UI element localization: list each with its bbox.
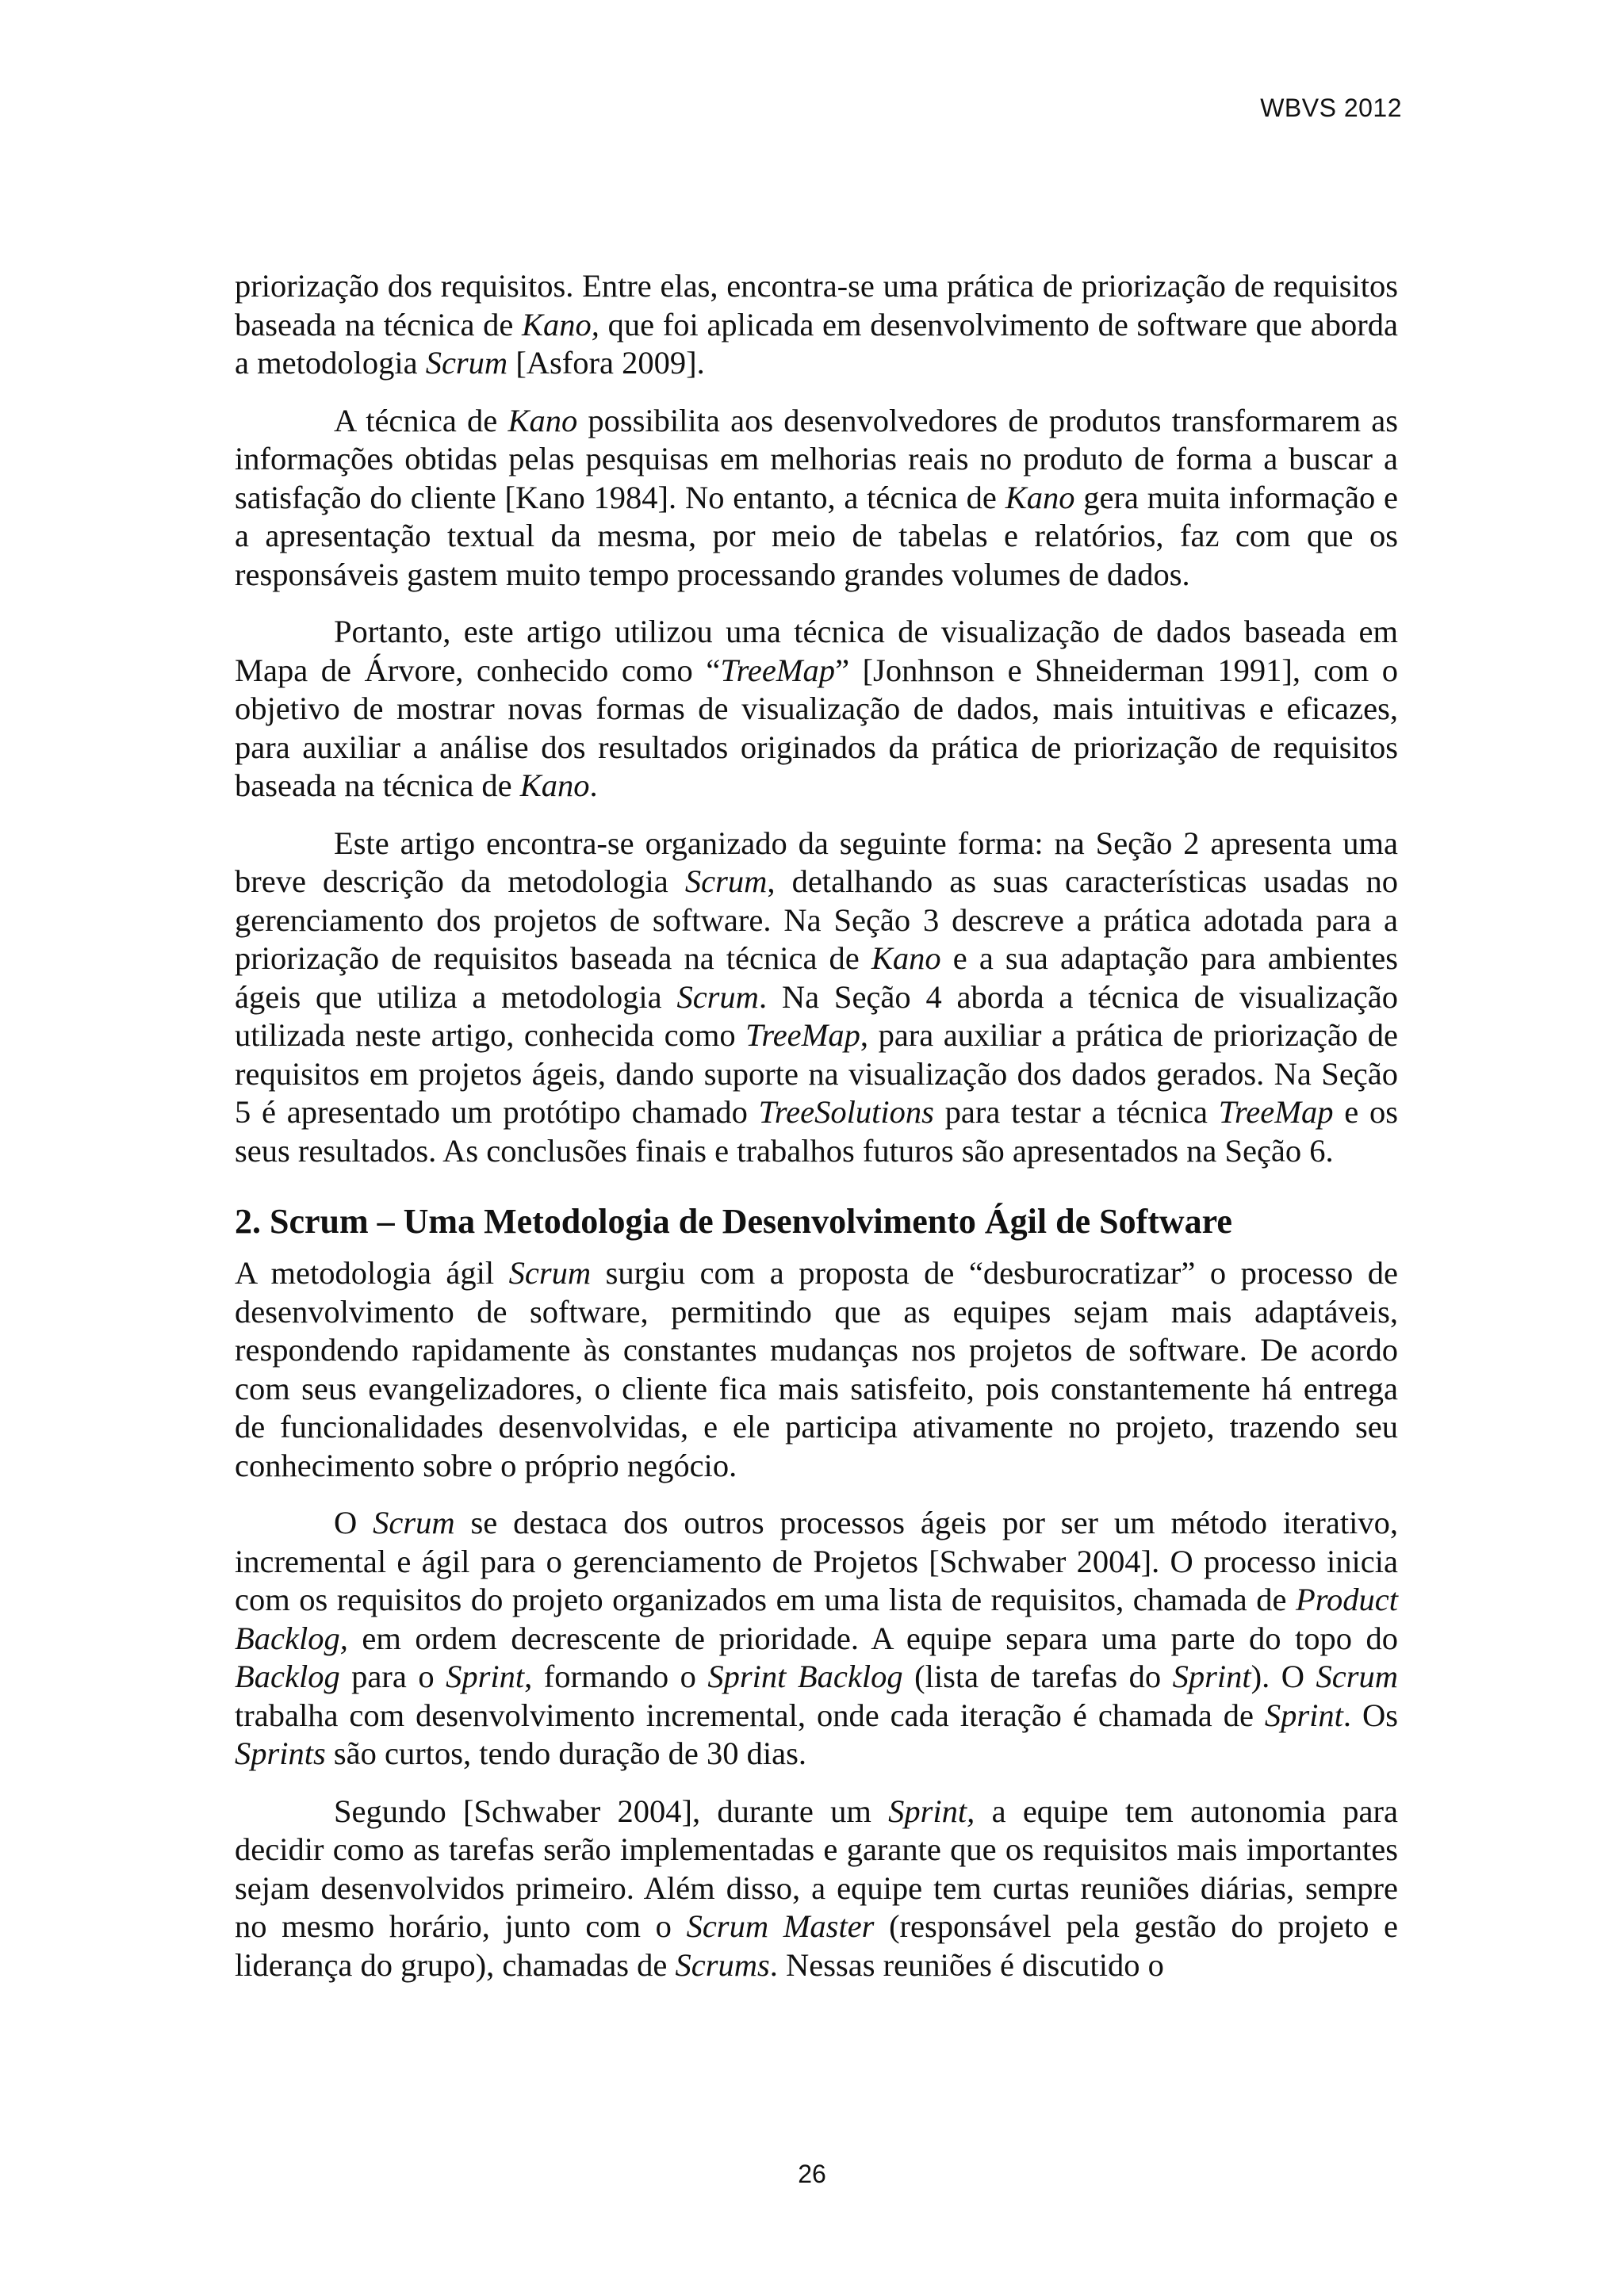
text-run: para testar a técnica xyxy=(933,1094,1219,1130)
text-run: possibilita aos desenvolvedores de produtos transformarem as informações obtidas pelas pesquisas em melhorias reais no produto de forma a buscar a satisfação do cliente [Kano 1984]. No entanto, a técnica de xyxy=(235,402,1399,515)
italic-term: Scrum xyxy=(373,1505,455,1540)
text-run: a equipe tem autonomia para decidir como as tarefas serão implementadas e garante que os requisitos mais importantes sejam desenvolvidos primeiro. Além disso, a equipe tem curtas reuniões diárias, sempre no mesmo horário, junto com o xyxy=(235,1793,1398,1944)
text-run: Segundo [Schwaber 2004], durante um xyxy=(334,1793,889,1829)
paragraph xyxy=(235,825,1398,1171)
italic-term: Kano xyxy=(1005,479,1075,515)
page-body xyxy=(235,267,1398,2003)
text-run: Portanto, este artigo utilizou uma técnica de visualização de dados baseada em Mapa de Árvore, conhecido como “ xyxy=(235,614,1398,688)
italic-term: Kano xyxy=(871,940,941,976)
paragraph xyxy=(235,1254,1398,1485)
italic-term: Product Backlog, xyxy=(235,1582,1398,1656)
text-run: em ordem decrescente de prioridade. A equipe separa uma parte do topo do xyxy=(347,1620,1398,1656)
italic-term: Scrum xyxy=(684,863,768,899)
text-run: A metodologia ágil xyxy=(235,1255,509,1291)
text-run: O xyxy=(334,1505,373,1540)
italic-term: Kano xyxy=(508,402,578,438)
text-run: . Na Seção 4 aborda a técnica de visualização utilizada neste artigo, conhecida como xyxy=(235,978,1398,1053)
italic-term: Kano, xyxy=(522,306,599,342)
italic-term: Scrum xyxy=(1316,1659,1398,1694)
text-run: priorização dos requisitos. Entre elas, encontra-se uma prática de priorização de requisitos baseada na técnica de xyxy=(235,268,1398,342)
italic-term: Sprint Backlog xyxy=(707,1659,903,1694)
text-run: e a sua adaptação para ambientes ágeis que utiliza a metodologia xyxy=(235,940,1398,1015)
running-header: WBVS 2012 xyxy=(1260,94,1402,122)
text-run: ” [Jonhnson e Shneiderman 1991], com o objetivo de mostrar novas formas de visualização de dados, mais intuitivas e eficazes, para auxiliar a análise dos resultados originados da prática de priorização de requisitos baseada na técnica de xyxy=(235,652,1398,803)
italic-term: Sprint xyxy=(1172,1659,1251,1694)
text-run: trabalha com desenvolvimento incremental, onde cada iteração é chamada de xyxy=(235,1697,1265,1733)
intro-paragraphs xyxy=(235,267,1398,1170)
page-number: 26 xyxy=(798,2160,826,2188)
italic-term: TreeMap xyxy=(745,1017,860,1053)
text-run: ). O xyxy=(1251,1659,1316,1694)
text-run: . xyxy=(589,767,598,803)
text-run: para o xyxy=(339,1659,446,1694)
text-run: Este artigo encontra-se organizado da seguinte forma: na Seção 2 apresenta uma breve descrição da metodologia xyxy=(235,825,1398,899)
section-heading: 2. Scrum – Uma Metodologia de Desenvolvimento Ágil de Software xyxy=(235,1202,1232,1241)
text-run: são curtos, tendo duração de 30 dias. xyxy=(325,1735,806,1771)
text-run: . Nessas reuniões é discutido o xyxy=(769,1946,1164,1983)
text-run: [Asfora 2009]. xyxy=(508,345,705,381)
italic-term: Sprint xyxy=(446,1659,525,1694)
italic-term: Sprint xyxy=(1264,1697,1343,1733)
italic-term: Sprints xyxy=(235,1735,326,1771)
italic-term: Backlog xyxy=(235,1659,340,1694)
text-run: que foi aplicada em desenvolvimento de software que aborda a metodologia xyxy=(235,306,1398,381)
italic-term: TreeSolutions xyxy=(758,1094,934,1130)
text-run: , formando o xyxy=(524,1659,708,1694)
paragraph xyxy=(235,1793,1398,1985)
italic-term: TreeMap xyxy=(720,652,836,688)
paragraph xyxy=(235,613,1398,806)
text-run: e os seus resultados. As conclusões finais e trabalhos futuros são apresentados na Seção 6. xyxy=(235,1094,1398,1169)
text-run: se destaca dos outros processos ágeis por ser um método iterativo, incremental e ágil para o gerenciamento de Projetos [Schwaber 2004]. O processo inicia com os requisitos do projeto organizados em uma lista de requisitos, chamada de xyxy=(235,1505,1398,1617)
italic-term: TreeMap xyxy=(1218,1094,1334,1130)
paragraph xyxy=(235,1504,1398,1774)
text-run: surgiu com a proposta de “desburocratizar” o processo de desenvolvimento de software, permitindo que as equipes sejam mais adaptáveis, respondendo rapidamente às constantes mudanças nos projetos de software. De acordo com seus evangelizadores, o cliente fica mais satisfeito, pois constantemente há entrega de funcionalidades desenvolvidas, e ele participa ativamente no projeto, trazendo seu conhecimento sobre o próprio negócio. xyxy=(235,1255,1398,1483)
text-run: . Os xyxy=(1342,1697,1399,1733)
italic-term: Scrum xyxy=(425,345,508,381)
italic-term: Scrum xyxy=(676,978,759,1015)
text-run: (lista de tarefas do xyxy=(902,1659,1173,1694)
text-run: gera muita informação e a apresentação textual da mesma, por meio de tabelas e relatórios, faz com que os responsáveis gastem muito tempo processando grandes volumes de dados. xyxy=(235,479,1398,592)
italic-term: Scrums xyxy=(675,1946,770,1983)
text-run: , detalhando as suas características usadas no gerenciamento dos projetos de software. Na Seção 3 descreve a prática adotada para a priorização de requisitos baseada na técnica de xyxy=(235,863,1398,976)
italic-term: Kano xyxy=(519,767,590,803)
text-run: A técnica de xyxy=(334,402,508,438)
italic-term: Scrum xyxy=(508,1255,592,1291)
text-run: , para auxiliar a prática de priorização de requisitos em projetos ágeis, dando suporte na visualização dos dados gerados. Na Seção 5 é apresentado um protótipo chamado xyxy=(235,1017,1398,1130)
paragraph xyxy=(235,267,1398,383)
text-run: (responsável pela gestão do projeto e liderança do grupo), chamadas de xyxy=(235,1908,1398,1983)
italic-term: Scrum Master xyxy=(686,1908,875,1944)
section-paragraphs xyxy=(235,1254,1398,1984)
italic-term: Sprint, xyxy=(888,1793,975,1829)
paragraph xyxy=(235,402,1398,595)
